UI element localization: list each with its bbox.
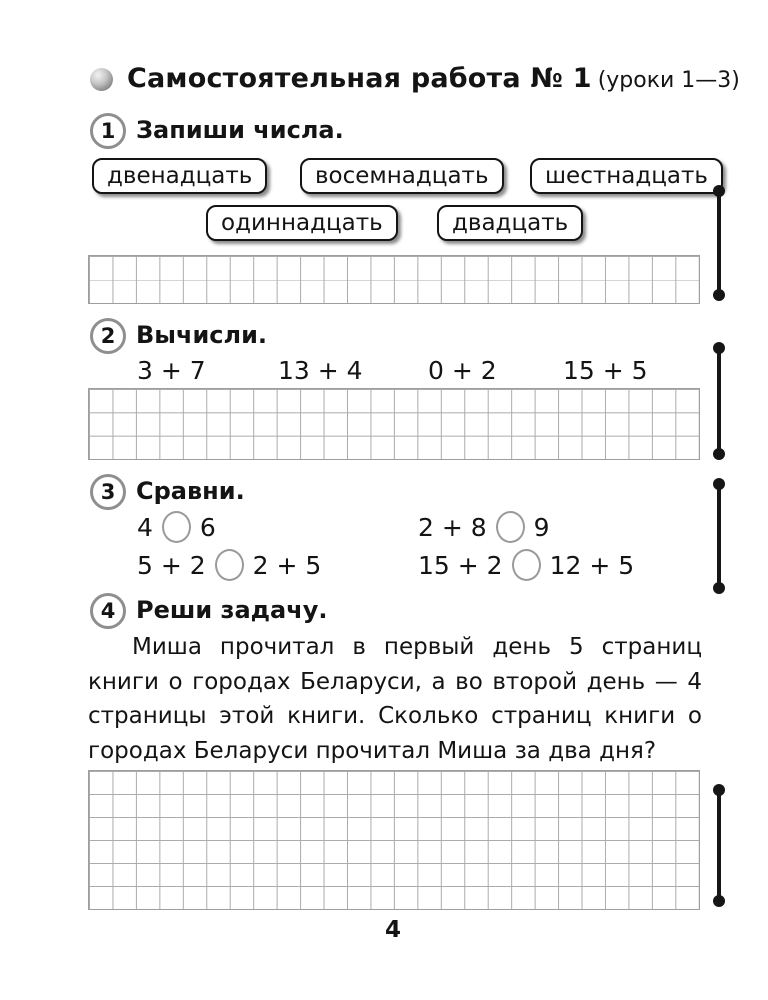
- comparison-1-answer-circle[interactable]: [162, 511, 191, 543]
- task-4-label: Реши задачу.: [136, 596, 328, 624]
- margin-marker-task-3: [717, 483, 721, 589]
- answer-grid-task-4[interactable]: [88, 770, 700, 910]
- task-1-label: Запиши числа.: [136, 116, 344, 144]
- comparison-2-right: 9: [533, 512, 550, 542]
- expression-3: 0 + 2: [428, 356, 497, 385]
- word-chip-vosemnadtsat[interactable]: восемнадцать: [300, 158, 504, 194]
- task-3-label: Сравни.: [136, 477, 245, 505]
- comparison-4: [418, 549, 634, 581]
- margin-marker-task-4: [717, 789, 721, 902]
- word-chip-dvadtsat[interactable]: двадцать: [437, 205, 583, 241]
- comparison-4-right: 12 + 5: [549, 550, 635, 580]
- comparison-2-answer-circle[interactable]: [496, 511, 525, 543]
- comparison-4-answer-circle[interactable]: [512, 549, 541, 581]
- comparison-4-left: 15 + 2: [418, 550, 503, 580]
- comparison-3: [137, 549, 321, 581]
- task-4-number: 4: [90, 593, 126, 629]
- word-chip-odinnadtsat[interactable]: одиннадцать: [206, 205, 398, 241]
- task-2-label: Вычисли.: [136, 321, 268, 349]
- comparison-3-left: 5 + 2: [137, 550, 206, 580]
- page-title: [127, 63, 740, 94]
- comparison-2-left: 2 + 8: [418, 512, 487, 542]
- word-chip-dvenadtsat[interactable]: двенадцать: [92, 158, 267, 194]
- comparison-3-answer-circle[interactable]: [215, 549, 244, 581]
- word-problem-text: Миша прочитал в первый день 5 страниц книги о городах Беларуси, а во второй день — 4 страницы этой книги. Сколько страниц книги о городах Беларуси прочитал Миша за два дня?: [88, 634, 702, 764]
- comparison-1-left: 4: [137, 512, 153, 542]
- task-3-number: 3: [90, 474, 126, 510]
- task-1-number: 1: [90, 113, 126, 149]
- page-number: 4: [384, 917, 401, 943]
- expression-2: 13 + 4: [278, 356, 363, 385]
- margin-marker-task-1: [717, 190, 721, 296]
- comparison-2: [418, 511, 550, 543]
- word-chip-shestnadtsat[interactable]: шестнадцать: [530, 158, 723, 194]
- expression-1: 3 + 7: [137, 356, 206, 385]
- page-title-suffix: (уроки 1—3): [597, 68, 740, 93]
- task-2-number: 2: [90, 318, 126, 354]
- comparison-3-right: 2 + 5: [252, 550, 322, 580]
- comparison-1: [137, 511, 216, 543]
- page-title-main: Самостоятельная работа № 1: [127, 63, 592, 94]
- section-bullet-icon: [90, 68, 113, 91]
- comparison-1-right: 6: [199, 512, 216, 542]
- answer-grid-task-1[interactable]: [88, 255, 700, 304]
- answer-grid-task-2[interactable]: [88, 388, 700, 460]
- margin-marker-task-2: [717, 347, 721, 455]
- expression-4: 15 + 5: [563, 356, 648, 385]
